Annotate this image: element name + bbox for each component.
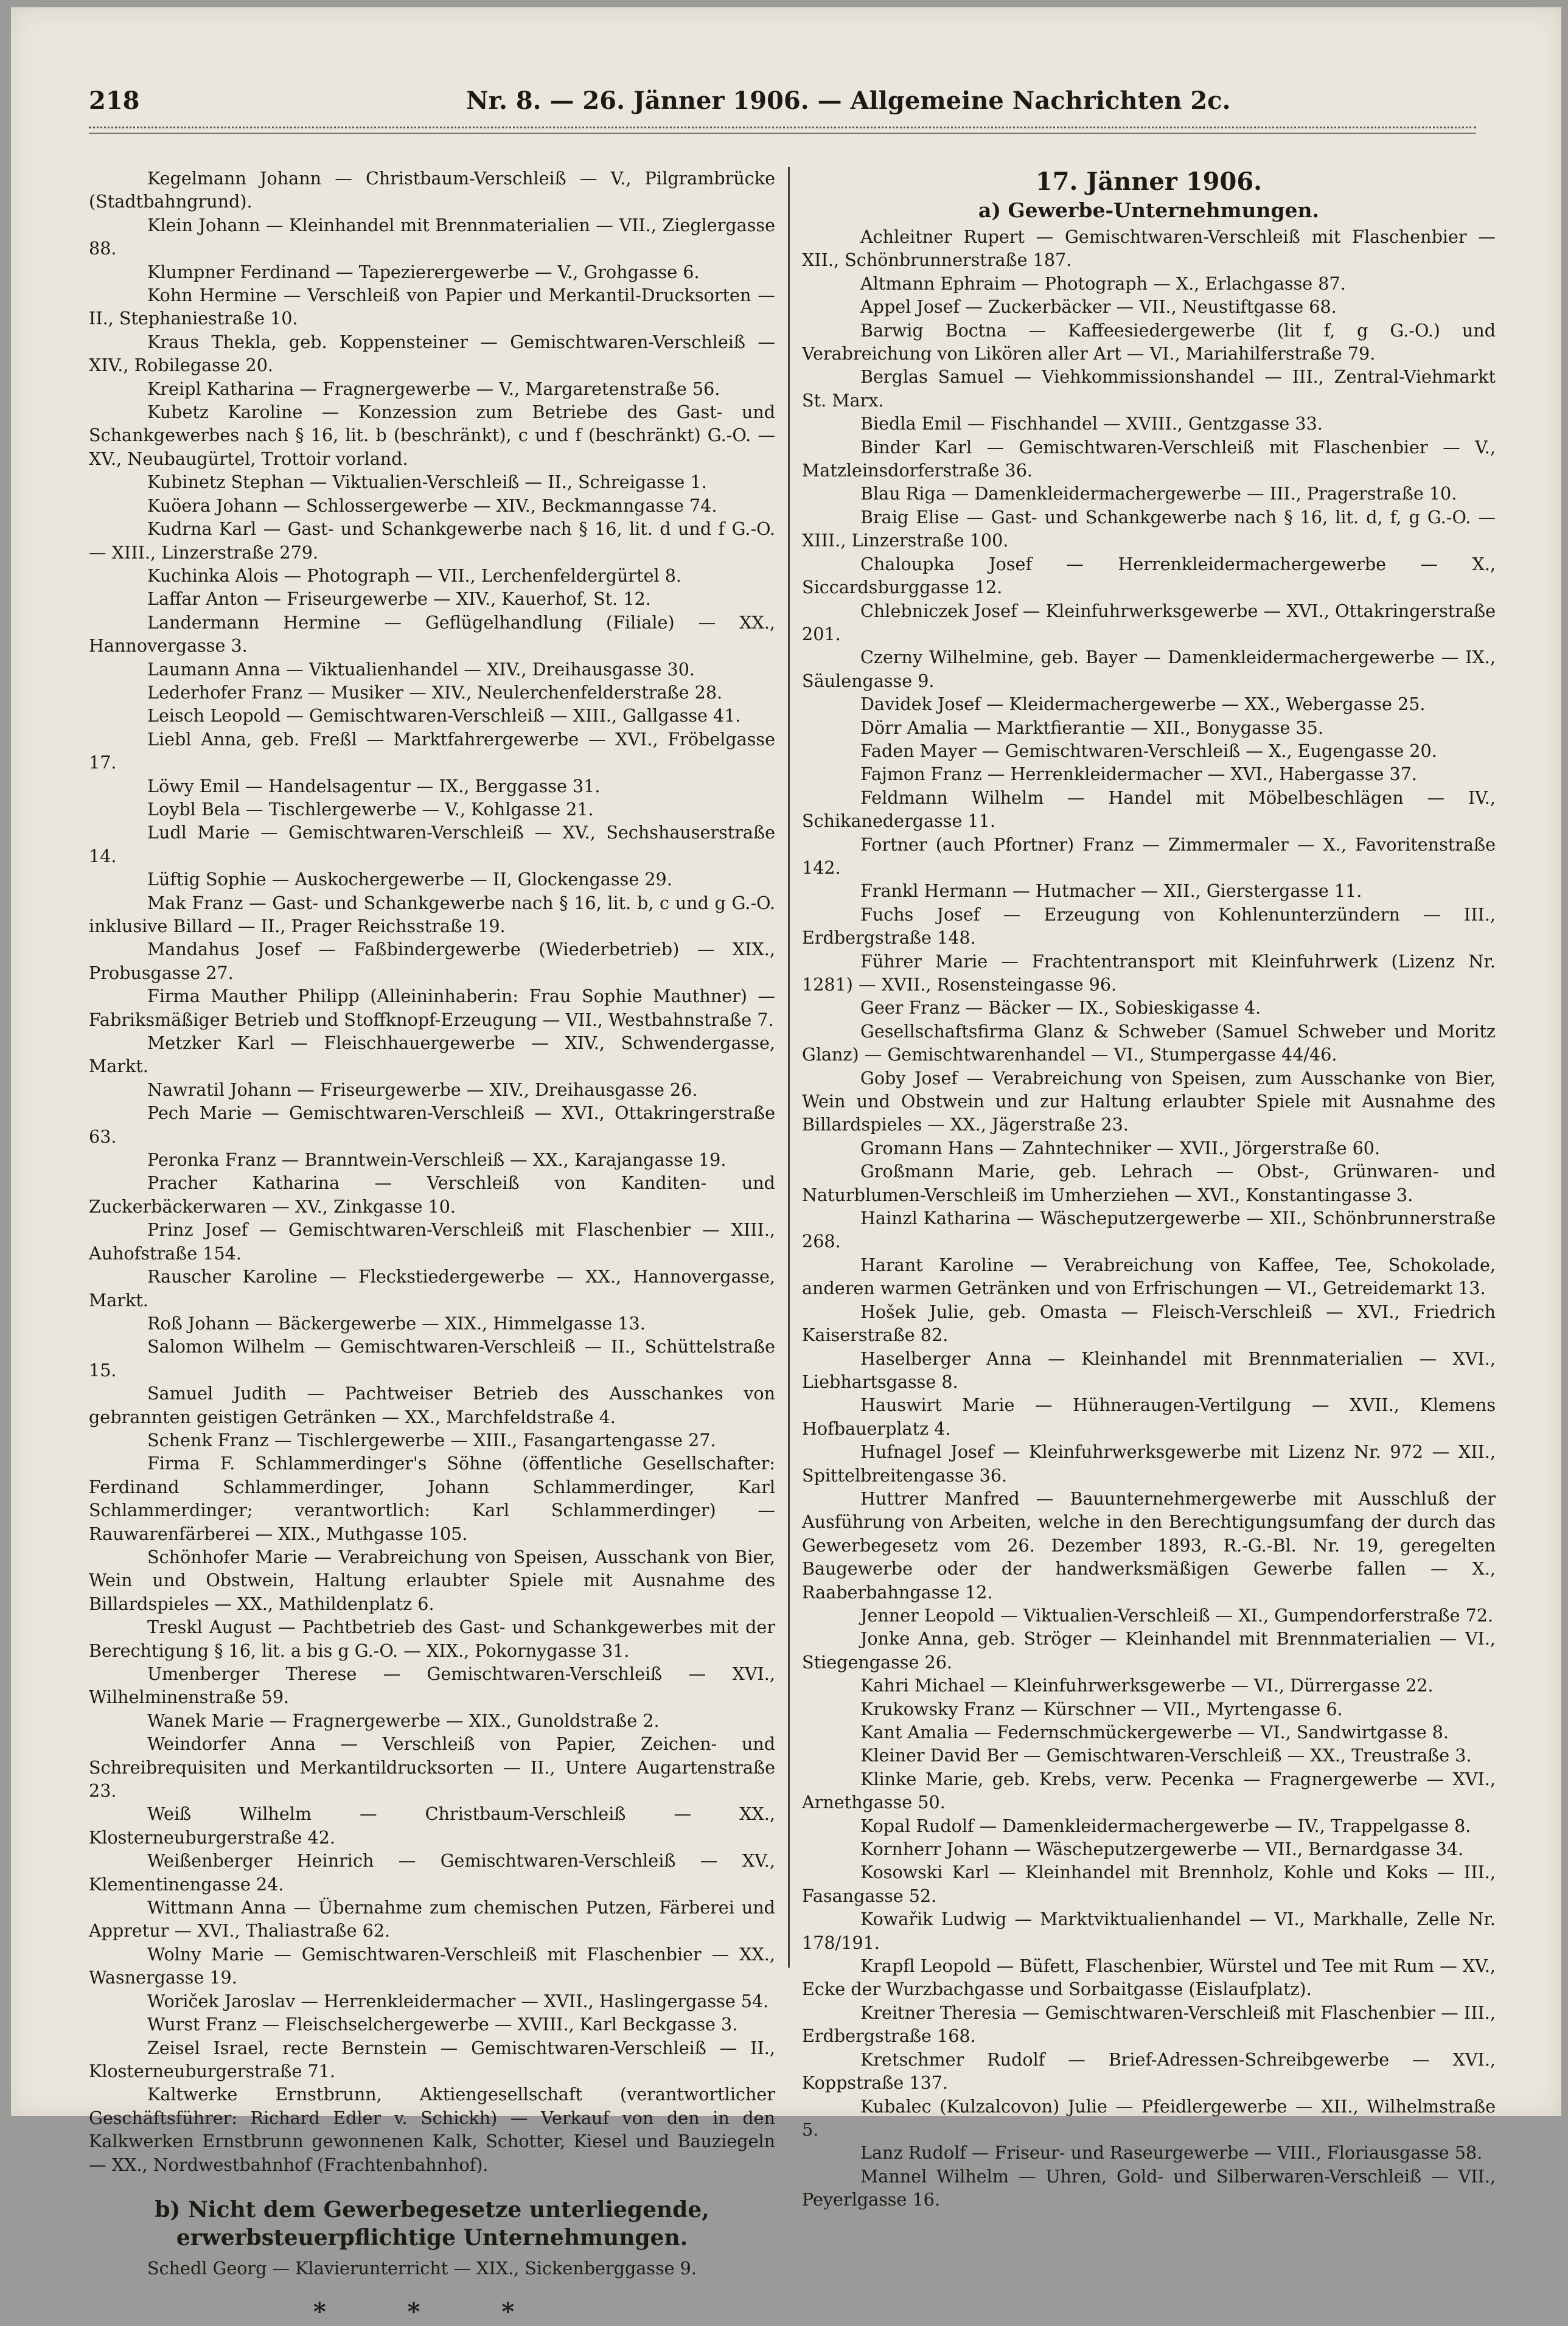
registry-entry: Umenberger Therese — Gemischtwaren-Verschleiß — XVI., Wilhelminenstraße 59. <box>89 1663 775 1708</box>
registry-entry: Gromann Hans — Zahntechniker — XVII., Jörgerstraße 60. <box>860 1137 1381 1158</box>
registry-entry: Faden Mayer — Gemischtwaren-Verschleiß — X., Eugengasse 20. <box>860 740 1437 761</box>
registry-entry: Wolny Marie — Gemischtwaren-Verschleiß mit Flaschenbier — XX., Wasnergasse 19. <box>89 1943 775 1988</box>
registry-entry: Kudrna Karl — Gast- und Schankgewerbe nach § 16, lit. d und f G.-O. — XIII., Linzerstraße 279. <box>89 518 775 563</box>
registry-entry: Löwy Emil — Handelsagentur — IX., Berggasse 31. <box>147 775 601 796</box>
registry-entry: Wanek Marie — Fragnergewerbe — XIX., Gunoldstraße 2. <box>147 1710 660 1731</box>
registry-entry: Kopal Rudolf — Damenkleidermachergewerbe — IV., Trappelgasse 8. <box>860 1815 1471 1836</box>
registry-entry: Samuel Judith — Pachtweiser Betrieb des Ausschankes von gebrannten geistigen Getränken — XX., Marchfeldstraße 4. <box>89 1383 775 1427</box>
registry-entry: Leisch Leopold — Gemischtwaren-Verschleiß — XIII., Gallgasse 41. <box>147 705 741 726</box>
registry-entry: Kant Amalia — Federnschmückergewerbe — VI., Sandwirtgasse 8. <box>860 1722 1449 1743</box>
registry-entry: Jenner Leopold — Viktualien-Verschleiß — XI., Gumpendorferstraße 72. <box>860 1604 1494 1626</box>
registry-entry: Kahri Michael — Kleinfuhrwerksgewerbe — VI., Dürrergasse 22. <box>860 1675 1434 1696</box>
registry-entry: Chlebniczek Josef — Kleinfuhrwerksgewerbe — XVI., Ottakringerstraße 201. <box>802 600 1496 644</box>
registry-entry: Firma F. Schlammerdinger's Söhne (öffentliche Gesellschafter: Ferdinand Schlammerdinger, Johann Schlammerdinger, Karl Schlammerdinger; verantwortlich: Karl Schlammerdinger) — Rauwarenfärberei — XIX., Muthgasse 105. <box>89 1453 775 1544</box>
registry-entry: Huttrer Manfred — Bauunternehmergewerbe mit Ausschluß der Ausführung von Arbeiten, welche in den Berechtigungsumfang der durch das Gewerbegesetz vom 26. Dezember 1893, R.-G.-Bl. Nr. 19, geregelten Baugewerbe oder der handwerksmäßigen Gewerbe fallen — X., Raaberbahngasse 12. <box>802 1488 1496 1603</box>
section-a-heading: a) Gewerbe-Unternehmungen. <box>978 198 1320 222</box>
registry-entry: Kaltwerke Ernstbrunn, Aktiengesellschaft (verantwortlicher Geschäftsführer: Richard Edler v. Schickh) — Verkauf von den in den Kalkwerken Ernstbrunn gewonnenen Kalk, Schotter, Kiesel und Bauziegeln — XX., Nordwestbahnhof (Frachtenbahnhof). <box>89 2084 775 2175</box>
registry-entry: Jonke Anna, geb. Ströger — Kleinhandel mit Brennmaterialien — VI., Stiegengasse 26. <box>802 1628 1496 1673</box>
registry-entry: Fajmon Franz — Herrenkleidermacher — XVI., Habergasse 37. <box>860 764 1417 785</box>
registry-entry: Hainzl Katharina — Wäscheputzergewerbe — XII., Schönbrunnerstraße 268. <box>802 1208 1496 1252</box>
registry-entry: Barwig Boctna — Kaffeesiedergewerbe (lit f, g G.-O.) und Verabreichung von Likören aller Art — VI., Mariahilferstraße 79. <box>802 319 1496 364</box>
registry-entry: Peronka Franz — Branntwein-Verschleiß — XX., Karajangasse 19. <box>147 1149 727 1171</box>
date-heading: 17. Jänner 1906. <box>1035 167 1263 196</box>
registry-entry: Schönhofer Marie — Verabreichung von Speisen, Ausschank von Bier, Wein und Obstwein, Haltung erlaubter Spiele mit Ausnahme des Billardspieles — XX., Mathildenplatz 6. <box>89 1546 775 1614</box>
registry-entry: Geer Franz — Bäcker — IX., Sobieskigasse 4. <box>860 997 1261 1018</box>
registry-entry: Frankl Hermann — Hutmacher — XII., Gierstergasse 11. <box>860 880 1362 902</box>
registry-entry: Fuchs Josef — Erzeugung von Kohlenunterzündern — III., Erdbergstraße 148. <box>802 904 1496 949</box>
registry-entry: Braig Elise — Gast- und Schankgewerbe nach § 16, lit. d, f, g G.-O. — XIII., Linzerstraße 100. <box>802 506 1496 551</box>
registry-entry: Laffar Anton — Friseurgewerbe — XIV., Kauerhof, St. 12. <box>147 588 651 610</box>
registry-entry: Pracher Katharina — Verschleiß von Kanditen- und Zuckerbäckerwaren — XV., Zinkgasse 10. <box>89 1172 775 1217</box>
registry-entry: Berglas Samuel — Viehkommissionshandel — III., Zentral-Viehmarkt St. Marx. <box>802 366 1496 411</box>
registry-entry: Wittmann Anna — Übernahme zum chemischen Putzen, Färberei und Appretur — XVI., Thaliastraße 62. <box>89 1897 775 1941</box>
running-head: Nr. 8. — 26. Jänner 1906. — Allgemeine Nachrichten 2c. <box>466 86 1231 115</box>
registry-entry: Krapfl Leopold — Büfett, Flaschenbier, Würstel und Tee mit Rum — XV., Ecke der Wurzbachgasse und Sorbaitgasse (Eislaufplatz). <box>802 1955 1496 2000</box>
registry-entry: Woriček Jaroslav — Herrenkleidermacher — XVII., Haslingergasse 54. <box>147 1990 769 2011</box>
registry-entry: Blau Riga — Damenkleidermachergewerbe — III., Pragerstraße 10. <box>860 483 1457 504</box>
right-entry-list <box>802 225 1496 2212</box>
left-entry-list <box>89 167 775 2176</box>
registry-entry: Rauscher Karoline — Fleckstiedergewerbe — XX., Hannovergasse, Markt. <box>89 1266 775 1311</box>
registry-entry: Großmann Marie, geb. Lehrach — Obst-, Grünwaren- und Naturblumen-Verschleiß im Umherziehen — XVI., Konstantingasse 3. <box>802 1161 1496 1205</box>
registry-entry: Schedl Georg — Klavierunterricht — XIX., Sickenberggasse 9. <box>147 2257 697 2279</box>
registry-entry: Ludl Marie — Gemischtwaren-Verschleiß — XV., Sechshauserstraße 14. <box>89 822 775 866</box>
section-b-heading: b) Nicht dem Gewerbegesetze unterliegende, erwerbsteuerpflichtige Unternehmungen. <box>155 2196 709 2251</box>
registry-entry: Krukowsky Franz — Kürschner — VII., Myrtengasse 6. <box>860 1698 1343 1719</box>
registry-entry: Appel Josef — Zuckerbäcker — VII., Neustiftgasse 68. <box>860 296 1337 318</box>
registry-entry: Lanz Rudolf — Friseur- und Raseurgewerbe — VIII., Floriausgasse 58. <box>860 2142 1483 2164</box>
registry-entry: Metzker Karl — Fleischhauergewerbe — XIV., Schwendergasse, Markt. <box>89 1032 775 1077</box>
registry-entry: Liebl Anna, geb. Freßl — Marktfahrergewerbe — XVI., Fröbelgasse 17. <box>89 728 775 773</box>
registry-entry: Binder Karl — Gemischtwaren-Verschleiß mit Flaschenbier — V., Matzleinsdorferstraße 36. <box>802 436 1496 481</box>
registry-entry: Kuöera Johann — Schlossergewerbe — XIV., Beckmanngasse 74. <box>147 495 717 516</box>
registry-entry: Salomon Wilhelm — Gemischtwaren-Verschleiß — II., Schüttelstraße 15. <box>89 1336 775 1381</box>
registry-entry: Laumann Anna — Viktualienhandel — XIV., Dreihausgasse 30. <box>147 658 695 680</box>
registry-entry: Achleitner Rupert — Gemischtwaren-Verschleiß mit Flaschenbier — XII., Schönbrunnerstraße 187. <box>802 226 1496 271</box>
left-column <box>89 167 775 2324</box>
registry-entry: Kubinetz Stephan — Viktualien-Verschleiß — II., Schreigasse 1. <box>147 472 707 493</box>
registry-entry: Gesellschaftsfirma Glanz & Schweber (Samuel Schweber und Moritz Glanz) — Gemischtwarenhandel — VI., Stumpergasse 44/46. <box>802 1020 1496 1065</box>
registry-entry: Biedla Emil — Fischhandel — XVIII., Gentzgasse 33. <box>860 413 1323 434</box>
registry-entry: Wurst Franz — Fleischselchergewerbe — XVIII., Karl Beckgasse 3. <box>147 2014 738 2035</box>
page-number: 218 <box>89 86 140 115</box>
registry-entry: Fortner (auch Pfortner) Franz — Zimmermaler — X., Favoritenstraße 142. <box>802 834 1496 878</box>
registry-entry: Mak Franz — Gast- und Schankgewerbe nach § 16, lit. b, c und g G.-O. inklusive Billard — II., Prager Reichsstraße 19. <box>89 892 775 936</box>
registry-entry: Firma Mauther Philipp (Alleininhaberin: Frau Sophie Mauthner) — Fabriksmäßiger Betrieb und Stoffknopf-Erzeugung — VII., Westbahnstraße 7. <box>89 986 775 1030</box>
registry-entry: Klinke Marie, geb. Krebs, verw. Pecenka — Fragnergewerbe — XVI., Arnethgasse 50. <box>802 1768 1496 1813</box>
asterisks-divider: * * * <box>313 2297 551 2326</box>
registry-entry: Hufnagel Josef — Kleinfuhrwerksgewerbe mit Lizenz Nr. 972 — XII., Spittelbreitengasse 36. <box>802 1441 1496 1486</box>
registry-entry: Zeisel Israel, recte Bernstein — Gemischtwaren-Verschleiß — II., Klosterneuburgerstraße 71. <box>89 2037 775 2081</box>
right-column <box>802 167 1496 2212</box>
registry-entry: Hošek Julie, geb. Omasta — Fleisch-Verschleiß — XVI., Friedrich Kaiserstraße 82. <box>802 1301 1496 1346</box>
registry-entry: Weindorfer Anna — Verschleiß von Papier, Zeichen- und Schreibrequisiten und Merkantildrucksorten — II., Untere Augartenstraße 23. <box>89 1733 775 1802</box>
registry-entry: Mandahus Josef — Faßbindergewerbe (Wiederbetrieb) — XIX., Probusgasse 27. <box>89 939 775 983</box>
registry-entry: Kuchinka Alois — Photograph — VII., Lerchenfeldergürtel 8. <box>147 565 682 586</box>
registry-entry: Nawratil Johann — Friseurgewerbe — XIV., Dreihausgasse 26. <box>147 1079 698 1100</box>
registry-entry: Kowařik Ludwig — Marktviktualienhandel — VI., Markhalle, Zelle Nr. 178/191. <box>802 1909 1496 1953</box>
registry-entry: Dörr Amalia — Marktfierantie — XII., Bonygasse 35. <box>860 717 1323 738</box>
registry-entry: Führer Marie — Frachtentransport mit Kleinfuhrwerk (Lizenz Nr. 1281) — XVII., Rosensteingasse 96. <box>802 950 1496 995</box>
registry-entry: Weiß Wilhelm — Christbaum-Verschleiß — XX., Klosterneuburgerstraße 42. <box>89 1803 775 1848</box>
header-rule <box>89 127 1476 134</box>
registry-entry: Schenk Franz — Tischlergewerbe — XIII., Fasangartengasse 27. <box>147 1429 716 1450</box>
column-divider <box>788 167 790 1968</box>
registry-entry: Lüftig Sophie — Auskochergewerbe — II, Glockengasse 29. <box>147 869 672 890</box>
registry-entry: Kleiner David Ber — Gemischtwaren-Verschleiß — XX., Treustraße 3. <box>860 1745 1472 1766</box>
registry-entry: Davidek Josef — Kleidermachergewerbe — XX., Webergasse 25. <box>860 694 1426 715</box>
registry-entry: Kegelmann Johann — Christbaum-Verschleiß — V., Pilgrambrücke (Stadtbahngrund). <box>89 168 775 212</box>
registry-entry: Czerny Wilhelmine, geb. Bayer — Damenkleidermachergewerbe — IX., Säulengasse 9. <box>802 647 1496 691</box>
registry-entry: Prinz Josef — Gemischtwaren-Verschleiß mit Flaschenbier — XIII., Auhofstraße 154. <box>89 1219 775 1264</box>
registry-entry: Landermann Hermine — Geflügelhandlung (Filiale) — XX., Hannovergasse 3. <box>89 611 775 656</box>
registry-entry: Pech Marie — Gemischtwaren-Verschleiß — XVI., Ottakringerstraße 63. <box>89 1102 775 1147</box>
registry-entry: Weißenberger Heinrich — Gemischtwaren-Verschleiß — XV., Klementinengasse 24. <box>89 1850 775 1895</box>
registry-entry: Haselberger Anna — Kleinhandel mit Brennmaterialien — XVI., Liebhartsgasse 8. <box>802 1348 1496 1392</box>
registry-entry: Roß Johann — Bäckergewerbe — XIX., Himmelgasse 13. <box>147 1312 646 1334</box>
registry-entry: Feldmann Wilhelm — Handel mit Möbelbeschlägen — IV., Schikanedergasse 11. <box>802 787 1496 832</box>
registry-entry: Treskl August — Pachtbetrieb des Gast- und Schankgewerbes mit der Berechtigung § 16, lit. a bis g G.-O. — XIX., Pokornygasse 31. <box>89 1617 775 1661</box>
section-b-entry-list <box>89 2257 775 2280</box>
registry-entry: Kreitner Theresia — Gemischtwaren-Verschleiß mit Flaschenbier — III., Erdbergstraße 168. <box>802 2002 1496 2047</box>
newspaper-page <box>11 7 1561 2326</box>
registry-entry: Klein Johann — Kleinhandel mit Brennmaterialien — VII., Zieglergasse 88. <box>89 214 775 259</box>
registry-entry: Kornherr Johann — Wäscheputzergewerbe — VII., Bernardgasse 34. <box>860 1839 1464 1860</box>
registry-entry: Lederhofer Franz — Musiker — XIV., Neulerchenfelderstraße 28. <box>147 681 723 703</box>
registry-entry: Kohn Hermine — Verschleiß von Papier und Merkantil-Drucksorten — II., Stephaniestraße 10. <box>89 285 775 329</box>
registry-entry: Kraus Thekla, geb. Koppensteiner — Gemischtwaren-Verschleiß — XIV., Robilegasse 20. <box>89 331 775 376</box>
registry-entry: Mannel Wilhelm — Uhren, Gold- und Silberwaren-Verschleiß — VII., Peyerlgasse 16. <box>802 2165 1496 2210</box>
registry-entry: Kosowski Karl — Kleinhandel mit Brennholz, Kohle und Koks — III., Fasangasse 52. <box>802 1862 1496 1906</box>
registry-entry: Hauswirt Marie — Hühneraugen-Vertilgung — XVII., Klemens Hofbauerplatz 4. <box>802 1395 1496 1439</box>
registry-entry: Chaloupka Josef — Herrenkleidermachergewerbe — X., Siccardsburggasse 12. <box>802 553 1496 598</box>
registry-entry: Kretschmer Rudolf — Brief-Adressen-Schreibgewerbe — XVI., Koppstraße 137. <box>802 2049 1496 2094</box>
registry-entry: Loybl Bela — Tischlergewerbe — V., Kohlgasse 21. <box>147 798 594 820</box>
registry-entry: Kubetz Karoline — Konzession zum Betriebe des Gast- und Schankgewerbes nach § 16, lit. b (beschränkt), c und f (beschränkt) G.-O. — XV., Neubaugürtel, Trottoir vorland. <box>89 402 775 469</box>
registry-entry: Altmann Ephraim — Photograph — X., Erlachgasse 87. <box>860 273 1346 294</box>
registry-entry: Kubalec (Kulzalcovon) Julie — Pfeidlergewerbe — XII., Wilhelmstraße 5. <box>802 2095 1496 2140</box>
registry-entry: Klumpner Ferdinand — Tapezierergewerbe — V., Grohgasse 6. <box>147 261 700 282</box>
registry-entry: Harant Karoline — Verabreichung von Kaffee, Tee, Schokolade, anderen warmen Getränken und von Erfrischungen — VI., Getreidemarkt 13. <box>802 1254 1496 1299</box>
registry-entry: Kreipl Katharina — Fragnergewerbe — V., Margaretenstraße 56. <box>147 378 720 399</box>
registry-entry: Goby Josef — Verabreichung von Speisen, zum Ausschanke von Bier, Wein und Obstwein und zur Haltung erlaubter Spiele mit Ausnahme des Billardspieles — XX., Jägerstraße 23. <box>802 1067 1496 1135</box>
